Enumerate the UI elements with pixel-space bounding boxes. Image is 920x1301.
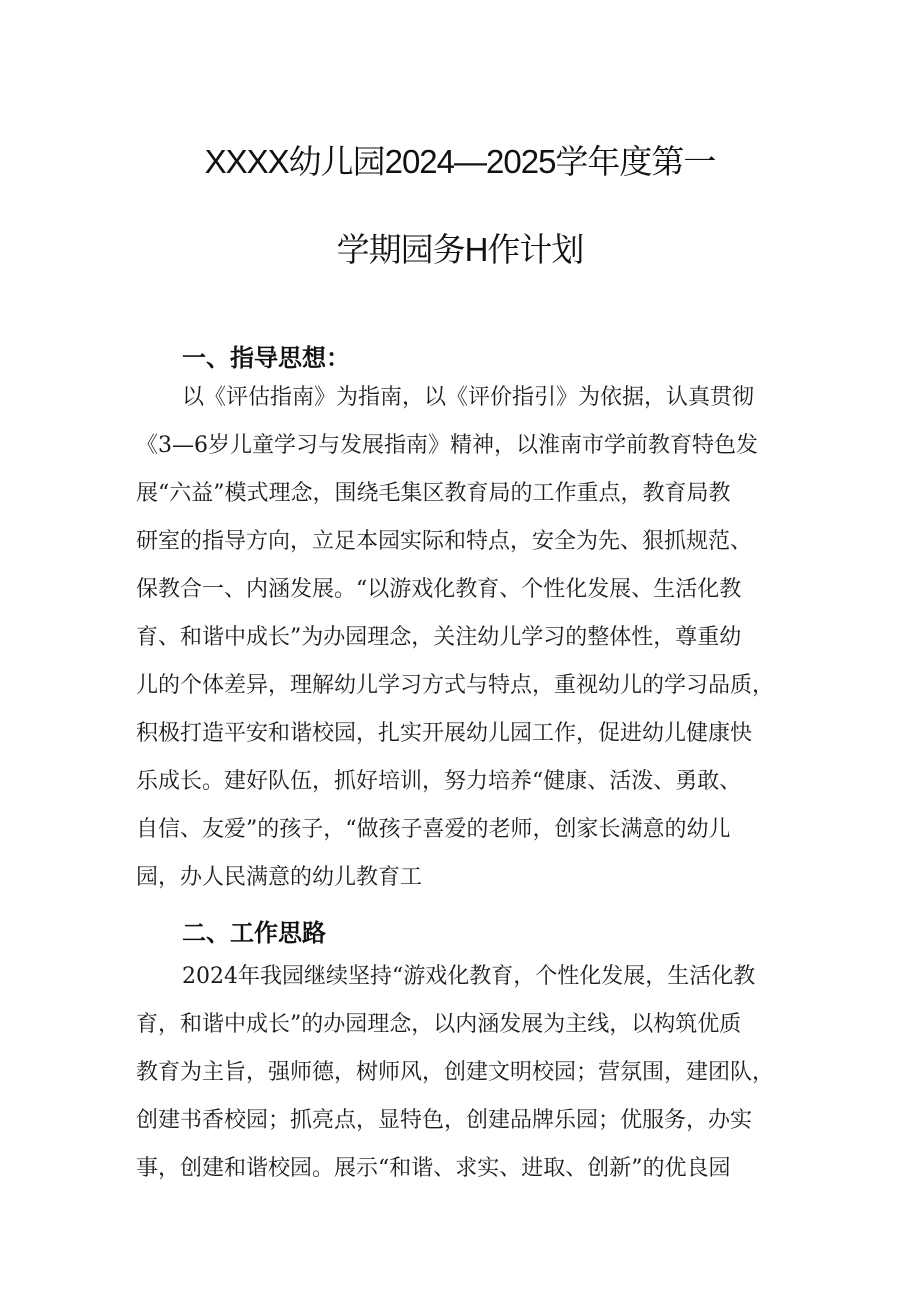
paragraph-line: 《3—6岁儿童学习与发展指南》精神，以淮南市学前教育特色发 [136,433,758,458]
section-body-work-approach [136,953,796,1193]
paragraph-line: 自信、友爱”的孩子，“做孩子喜爱的老师，创家长满意的幼儿 [136,817,731,842]
paragraph-line: 创建书香校园；抓亮点，显特色，创建品牌乐园；优服务，办实 [136,1108,753,1133]
paragraph-line: 保教合一、内涵发展。“以游戏化教育、个性化发展、生活化教 [136,577,742,602]
paragraph-line: 儿的个体差异，理解幼儿学习方式与特点，重视幼儿的学习品质， [136,673,775,698]
paragraph-line: 积极打造平安和谐校园，扎实开展幼儿园工作，促进幼儿健康快 [136,721,753,746]
paragraph-line: 研室的指导方向，立足本园实际和特点，安全为先、狠抓规范、 [136,529,753,554]
paragraph-line: 以《评估指南》为指南，以《评价指引》为依据，认真贯彻 [182,385,755,410]
paragraph-line: 育，和谐中成长”的办园理念，以内涵发展为主线，以构筑优质 [136,1012,742,1037]
paragraph-line: 育、和谐中成长”为办园理念，关注幼儿学习的整体性，尊重幼 [136,625,742,650]
paragraph-line: 事，创建和谐校园。展示“和谐、求实、进取、创新”的优良园 [136,1156,731,1181]
paragraph-line: 展“六益”模式理念，围绕毛集区教育局的工作重点，教育局教 [136,481,731,506]
paragraph-line: 园，办人民满意的幼儿教育工 [136,865,423,890]
section-heading-work-approach: 二、工作思路 [182,920,326,947]
section-body-guiding-ideology [136,374,796,902]
paragraph-line: 2024年我园继续坚持“游戏化教育，个性化发展，生活化教 [182,964,756,989]
document-title-line-2: 学期园务H作计划 [336,231,584,268]
section-heading-guiding-ideology: 一、指导思想： [182,345,350,372]
paragraph-line: 乐成长。建好队伍，抓好培训，努力培养“健康、活泼、勇敢、 [136,769,742,794]
document-title-line-1: XXXX幼儿园2024—2025学年度第一 [204,143,716,180]
paragraph-line: 教育为主旨，强师德，树师风，创建文明校园；营氛围，建团队， [136,1060,775,1085]
